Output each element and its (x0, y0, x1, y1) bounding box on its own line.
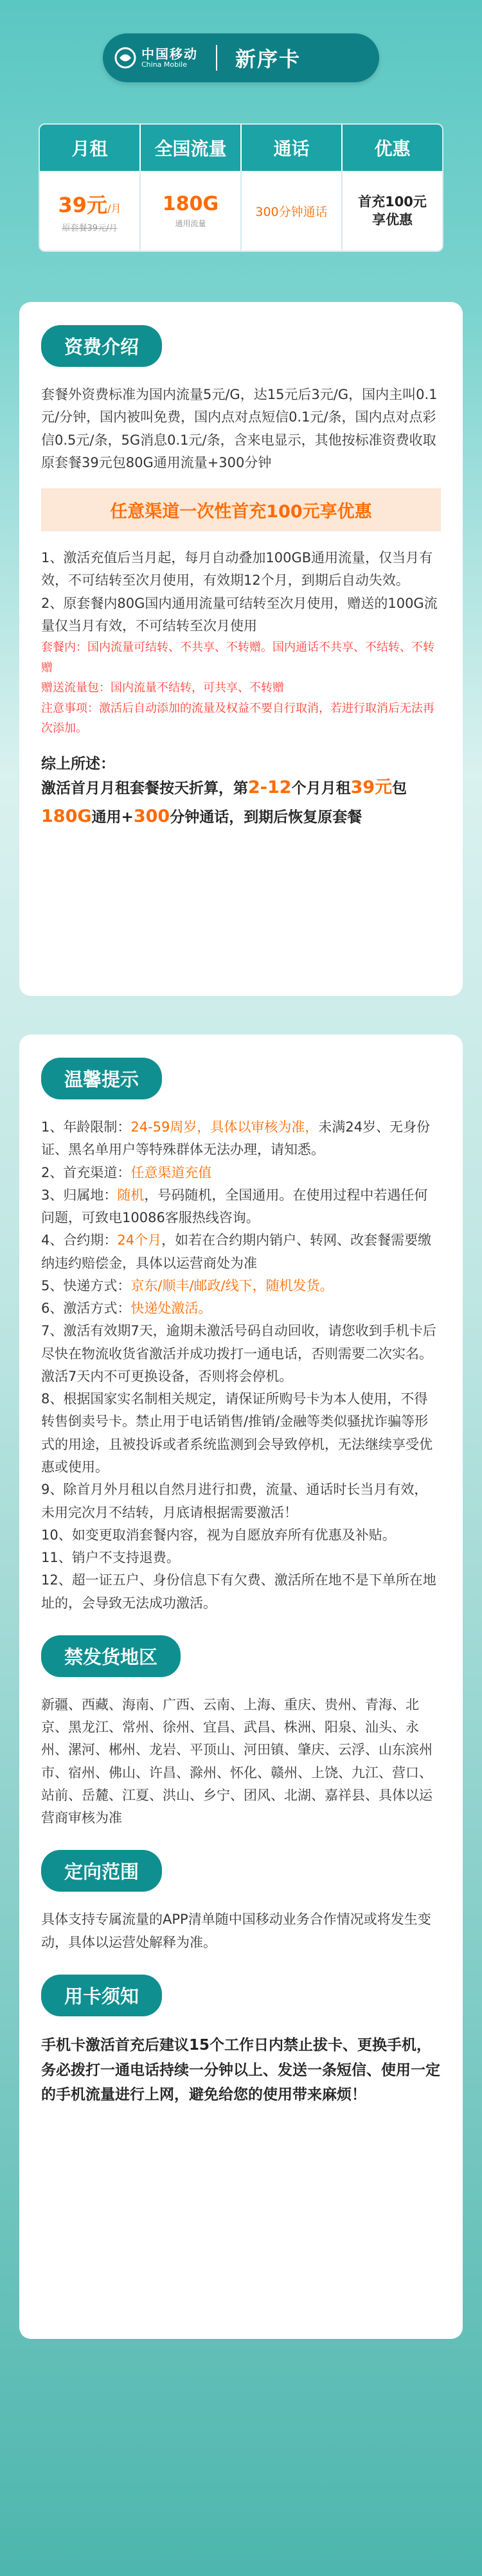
cell-calls (242, 171, 343, 251)
header-offer: 优惠 (374, 138, 411, 159)
usage-notice-text: 手机卡激活首充后建议15个工作日内禁止拔卡、更换手机，务必拨打一通电话持续一分钟以上、发送一条短信、使用一定的手机流量进行上网，避免给您的使用带来麻烦！ (41, 2036, 440, 2104)
tips-tag: 温馨提示 (41, 1058, 162, 1099)
plan-summary-table (39, 123, 443, 252)
cell-rent (40, 171, 141, 251)
summary-conclusion: 激活首月月租套餐按天折算，第2-12个月月租39元包180G通用+300分钟通话，到期后恢复原套餐 (41, 777, 407, 826)
tip-10: 10、如变更取消套餐内容，视为自愿放弃所有优惠及补贴。 (41, 1527, 396, 1543)
tip-1: 1、年龄限制：24-59周岁，具体以审核为准，未满24岁、无身份证、黑名单用户等特殊群体无法办理，请知悉。 (41, 1119, 431, 1158)
footer-background (0, 2352, 482, 2576)
china-mobile-logo-icon (114, 47, 136, 69)
header-divider (216, 45, 217, 71)
tip-9: 9、除首月外月租以自然月进行扣费，流量、通话时长当月有效，未用完次月不结转，月底请根据需要激活！ (41, 1482, 428, 1520)
directed-range-tag: 定向范围 (41, 1850, 162, 1892)
header-monthly-rent: 月租 (40, 125, 141, 171)
directed-range-text: 具体支持专属流量的APP清单随中国移动业务合作情况或将发生变动，具体以运营处解释为准。 (41, 1912, 431, 1950)
fee-note-caution: 注意事项：激活后自动添加的流量及权益不要自行取消，若进行取消后无法再次添加。 (41, 701, 434, 736)
banned-region-tag: 禁发货地区 (41, 1635, 181, 1677)
tips-panel (19, 1035, 463, 2339)
tip-6: 6、激活方式：快递处激活。 (41, 1301, 212, 1317)
card-name: 新序卡 (235, 47, 301, 71)
china-mobile-logo (114, 47, 198, 69)
banned-region-list: 新疆、西藏、海南、广西、云南、上海、重庆、贵州、青海、北京、黑龙江、常州、徐州、宜昌、武昌、株洲、阳泉、汕头、永州、漯河、郴州、龙岩、平顶山、河田镇、肇庆、云浮、山东滨州市、宿州、佛山、许昌、滁州、怀化、赣州、上饶、九江、营口、站前、岳麓、江夏、洪山、乡宁、团风、北湖、嘉祥县、具体以运营商审核为准 (41, 1696, 433, 1826)
summary-heading: 综上所述： (41, 755, 115, 772)
header-national-flow: 全国流量 (141, 125, 242, 171)
price-value: 39元 (58, 192, 108, 217)
tip-12: 12、超一证五户、身份信息下有欠费、激活所在地不是下单所在地址的，会导致无法成功激活。 (41, 1572, 436, 1611)
summary-value-row (40, 171, 442, 251)
fee-paragraph: 套餐外资费标准为国内流量5元/G，达15元后3元/G，国内主叫0.1元/分钟，国内被叫免费，国内点对点短信0.1元/条，国内点对点彩信0.5元/条，5G消息0.1元/条，含来电显示，其他按标准资费收取原套餐39元包80G通用流量+300分钟 (41, 387, 438, 470)
price-unit: /月 (107, 202, 121, 215)
tip-7: 7、激活有效期7天，逾期未激活号码自动回收，请您收到手机卡后尽快在物流收货省激活并成功拨打一通电话，否则需要二次实名。激活7天内不可更换设备，否则将会停机。 (41, 1323, 436, 1384)
first-charge-banner: 任意渠道一次性首充100元享优惠 (41, 488, 441, 531)
logo-cn-text: 中国移动 (141, 46, 198, 62)
flow-value: 180G (162, 193, 219, 215)
cell-flow (141, 171, 242, 251)
tip-5: 5、快递方式：京东/顺丰/邮政/线下，随机发货。 (41, 1277, 334, 1293)
fee-note-gift: 赠送流量包：国内流量不结转，可共享、不转赠 (41, 681, 284, 695)
tip-4: 4、合约期：24个月，如若在合约期内销户、转网、改套餐需要缴纳违约赔偿金，具体以运营商处为准 (41, 1232, 432, 1271)
original-price: 原套餐39元/月 (62, 223, 118, 233)
tip-2: 2、首充渠道：任意渠道充值 (41, 1164, 212, 1180)
tip-11: 11、销户不支持退费。 (41, 1550, 180, 1566)
fee-item-1: 1、激活充值后当月起，每月自动叠加100GB通用流量，仅当月有效，不可结转至次月使用，有效期12个月，到期后自动失效。 (41, 550, 433, 589)
fee-tag: 资费介绍 (41, 325, 162, 367)
offer-line2: 享优惠 (372, 212, 413, 227)
usage-notice-tag: 用卡须知 (41, 1975, 162, 2016)
tip-8: 8、根据国家实名制相关规定，请保证所购号卡为本人使用，不得转售倒卖号卡。禁止用于电话销售/推销/金融等类似骚扰诈骗等形式的用途，且被投诉或者系统监测到会导致停机，无法继续享受优惠或使用。 (41, 1391, 433, 1475)
tip-3: 3、归属地：随机，号码随机，全国通用。在使用过程中若遇任何问题，可致电10086客服热线咨询。 (41, 1187, 428, 1226)
fee-item-2: 2、原套餐内80G国内通用流量可结转至次月使用，赠送的100G流量仅当月有效，不可结转至次月使用 (41, 595, 438, 634)
logo-en-text: China Mobile (141, 60, 188, 69)
fee-panel (19, 302, 463, 996)
offer-line1: 首充100元 (358, 193, 427, 209)
header-calls: 通话 (242, 125, 343, 171)
cell-offer (343, 171, 442, 251)
summary-header-row (40, 125, 442, 171)
header-pill (103, 33, 379, 82)
call-value: 300分钟通话 (255, 204, 328, 219)
flow-sub: 通用流量 (175, 219, 206, 228)
fee-note-plan: 套餐内：国内流量可结转、不共享、不转赠。国内通话不共享、不结转、不转赠 (41, 641, 434, 675)
